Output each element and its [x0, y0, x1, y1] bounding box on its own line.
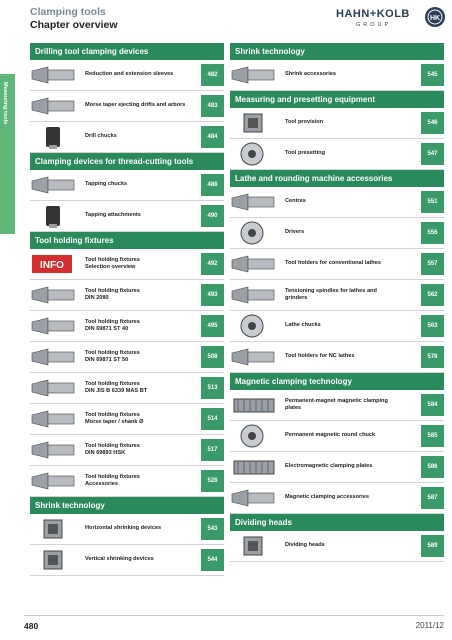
entry-page-number[interactable]: 490	[201, 205, 224, 227]
entry-page-number[interactable]: 545	[421, 64, 444, 86]
magnet-plate-icon	[230, 393, 278, 417]
section-heading: Dividing heads	[230, 514, 444, 531]
info-icon	[30, 252, 78, 276]
entry-page-number[interactable]: 528	[201, 470, 224, 492]
side-tab-label: Measuring tools	[2, 82, 8, 125]
chapter-entry[interactable]	[230, 483, 444, 514]
centre-icon	[230, 190, 278, 214]
entry-label: Tool holding fixtures DIN 2080	[85, 287, 140, 301]
chapter-entry[interactable]	[230, 280, 444, 311]
entry-page-number[interactable]: 556	[421, 222, 444, 244]
logo-group: GROUP	[356, 22, 392, 28]
entry-label: Reduction and extension sleeves	[85, 71, 174, 78]
entry-label: Magnetic clamping accessories	[285, 494, 369, 501]
collet-icon	[30, 469, 78, 493]
chapter-entry[interactable]	[30, 122, 224, 153]
chapter-entry[interactable]	[30, 435, 224, 466]
chapter-entry[interactable]	[30, 201, 224, 232]
entry-page-number[interactable]: 563	[421, 315, 444, 337]
section-heading: Measuring and presetting equipment	[230, 91, 444, 108]
entry-label: Tool holders for NC lathes	[285, 353, 355, 360]
chapter-entry[interactable]	[230, 311, 444, 342]
section-heading: Shrink technology	[230, 43, 444, 60]
entry-label: Electromagnetic clamping plates	[285, 463, 373, 470]
entry-page-number[interactable]: 587	[421, 487, 444, 509]
section-heading: Tool holding fixtures	[30, 232, 224, 249]
section-heading: Magnetic clamping technology	[230, 373, 444, 390]
shrink-horizontal-icon	[30, 517, 78, 541]
shrink-vertical-icon	[30, 548, 78, 572]
logo-mark-icon	[424, 6, 446, 28]
entry-page-number[interactable]: 495	[201, 315, 224, 337]
entry-label: Permanent magnetic round chuck	[285, 432, 376, 439]
entry-label: Horizontal shrinking devices	[85, 525, 162, 532]
tapping-chuck-icon	[30, 173, 78, 197]
entry-label: Dividing heads	[285, 542, 325, 549]
chapter-entry[interactable]	[230, 249, 444, 280]
entry-page-number[interactable]: 547	[421, 143, 444, 165]
chapter-title: Clamping tools	[30, 6, 106, 18]
entry-label: Permanent-magnet magnetic clamping plates	[285, 397, 388, 411]
brand-logo	[336, 6, 446, 40]
chapter-entry[interactable]	[230, 139, 444, 170]
entry-page-number[interactable]: 514	[201, 408, 224, 430]
holder-din2080-icon	[30, 283, 78, 307]
entry-page-number[interactable]: 484	[201, 126, 224, 148]
entry-label: Tool holders for conventional lathes	[285, 260, 381, 267]
entry-label: Tool holding fixtures DIN 69871 ST 40	[85, 318, 140, 332]
entry-label: Tool holding fixtures Selection overview	[85, 256, 140, 270]
chapter-entry[interactable]	[230, 108, 444, 139]
driver-icon	[230, 221, 278, 245]
section-heading: Drilling tool clamping devices	[30, 43, 224, 60]
chapter-entry[interactable]	[30, 404, 224, 435]
side-tab	[0, 74, 15, 234]
entry-page-number[interactable]: 493	[201, 284, 224, 306]
entry-page-number[interactable]: 578	[421, 346, 444, 368]
entry-page-number[interactable]: 585	[421, 425, 444, 447]
entry-page-number[interactable]: 543	[201, 518, 224, 540]
entry-label: Tool holding fixtures DIN 69871 ST 50	[85, 349, 140, 363]
section-heading: Shrink technology	[30, 497, 224, 514]
section-heading: Clamping devices for thread-cutting tools	[30, 153, 224, 170]
chapter-entry[interactable]	[230, 390, 444, 421]
entry-page-number[interactable]: 589	[421, 535, 444, 557]
entry-page-number[interactable]: 483	[201, 95, 224, 117]
entry-page-number[interactable]: 513	[201, 377, 224, 399]
entry-label: Tool holding fixtures DIN 69893 HSK	[85, 442, 140, 456]
entry-label: Tapping chucks	[85, 181, 128, 188]
entry-label: Shrink accessories	[285, 71, 336, 78]
entry-page-number[interactable]: 551	[421, 191, 444, 213]
chapter-entry[interactable]	[30, 342, 224, 373]
chapter-entry[interactable]	[230, 421, 444, 452]
entry-page-number[interactable]: 482	[201, 64, 224, 86]
chapter-entry[interactable]	[230, 452, 444, 483]
entry-label: Lathe chucks	[285, 322, 321, 329]
entry-label: Tool provision	[285, 119, 324, 126]
holder-hsk-icon	[30, 438, 78, 462]
entry-page-number[interactable]: 584	[421, 394, 444, 416]
chapter-entry[interactable]	[30, 545, 224, 576]
holder-morse-icon	[30, 407, 78, 431]
logo-mark-text: HK	[429, 15, 441, 22]
chapter-entry[interactable]	[30, 91, 224, 122]
footer-divider	[24, 615, 444, 616]
entry-label: Vertical shrinking devices	[85, 556, 154, 563]
left-column	[30, 43, 224, 576]
dial-gauge-icon	[230, 142, 278, 166]
chapter-entry[interactable]	[230, 187, 444, 218]
drift-icon	[30, 94, 78, 118]
round-chuck-icon	[230, 424, 278, 448]
spindle-icon	[230, 283, 278, 307]
nc-holder-icon	[230, 345, 278, 369]
chapter-entry[interactable]	[30, 373, 224, 404]
shrink-accessory-icon	[230, 63, 278, 87]
entry-page-number[interactable]: 586	[421, 456, 444, 478]
entry-label: Tensioning spindles for lathes and grinders	[285, 287, 377, 301]
drill-chuck-icon	[30, 125, 78, 149]
chapter-entry[interactable]	[230, 218, 444, 249]
entry-page-number[interactable]: 546	[421, 112, 444, 134]
entry-page-number[interactable]: 562	[421, 284, 444, 306]
page-number: 480	[24, 621, 39, 631]
chapter-entry[interactable]	[30, 60, 224, 91]
entry-label: Centres	[285, 198, 306, 205]
chapter-entry[interactable]	[230, 342, 444, 373]
entry-label: Drivers	[285, 229, 305, 236]
entry-label: Morse taper ejecting drifts and arbors	[85, 102, 186, 109]
entry-label: Tapping attachments	[85, 212, 141, 219]
entry-label: Tool presetting	[285, 150, 325, 157]
svg-text:INFO: INFO	[40, 260, 64, 271]
holder-mas-icon	[30, 376, 78, 400]
holder-st40-icon	[30, 314, 78, 338]
edition-date: 2011/12	[415, 621, 444, 630]
section-heading: Lathe and rounding machine accessories	[230, 170, 444, 187]
sleeve-icon	[30, 63, 78, 87]
right-column	[230, 43, 444, 562]
entry-page-number[interactable]: 492	[201, 253, 224, 275]
chapter-entry[interactable]	[30, 311, 224, 342]
logo-wordmark: HAHN+KOLB	[336, 8, 410, 20]
chapter-subtitle: Chapter overview	[30, 19, 118, 31]
chapter-entry[interactable]	[230, 531, 444, 562]
chapter-entry[interactable]	[30, 170, 224, 201]
entry-page-number[interactable]: 488	[201, 174, 224, 196]
entry-label: Tool holding fixtures DIN JIS B 6339 MAS BT	[85, 380, 148, 394]
entry-page-number[interactable]: 517	[201, 439, 224, 461]
magnet-accessory-icon	[230, 486, 278, 510]
chapter-entry[interactable]	[30, 249, 224, 280]
dividing-head-icon	[230, 534, 278, 558]
entry-label: Tool holding fixtures Morse taper / shank Ø	[85, 411, 144, 425]
electromagnet-icon	[230, 455, 278, 479]
entry-page-number[interactable]: 557	[421, 253, 444, 275]
lathe-chuck-icon	[230, 314, 278, 338]
entry-label: Drill chucks	[85, 133, 117, 140]
tapping-attachment-icon	[30, 204, 78, 228]
entry-label: Tool holding fixtures Accessories	[85, 473, 140, 487]
chapter-entry[interactable]	[30, 514, 224, 545]
holder-st50-icon	[30, 345, 78, 369]
tool-provision-icon	[230, 111, 278, 135]
entry-page-number[interactable]: 508	[201, 346, 224, 368]
lathe-holder-icon	[230, 252, 278, 276]
chapter-entry[interactable]	[30, 280, 224, 311]
chapter-entry[interactable]	[230, 60, 444, 91]
entry-page-number[interactable]: 544	[201, 549, 224, 571]
chapter-entry[interactable]	[30, 466, 224, 497]
